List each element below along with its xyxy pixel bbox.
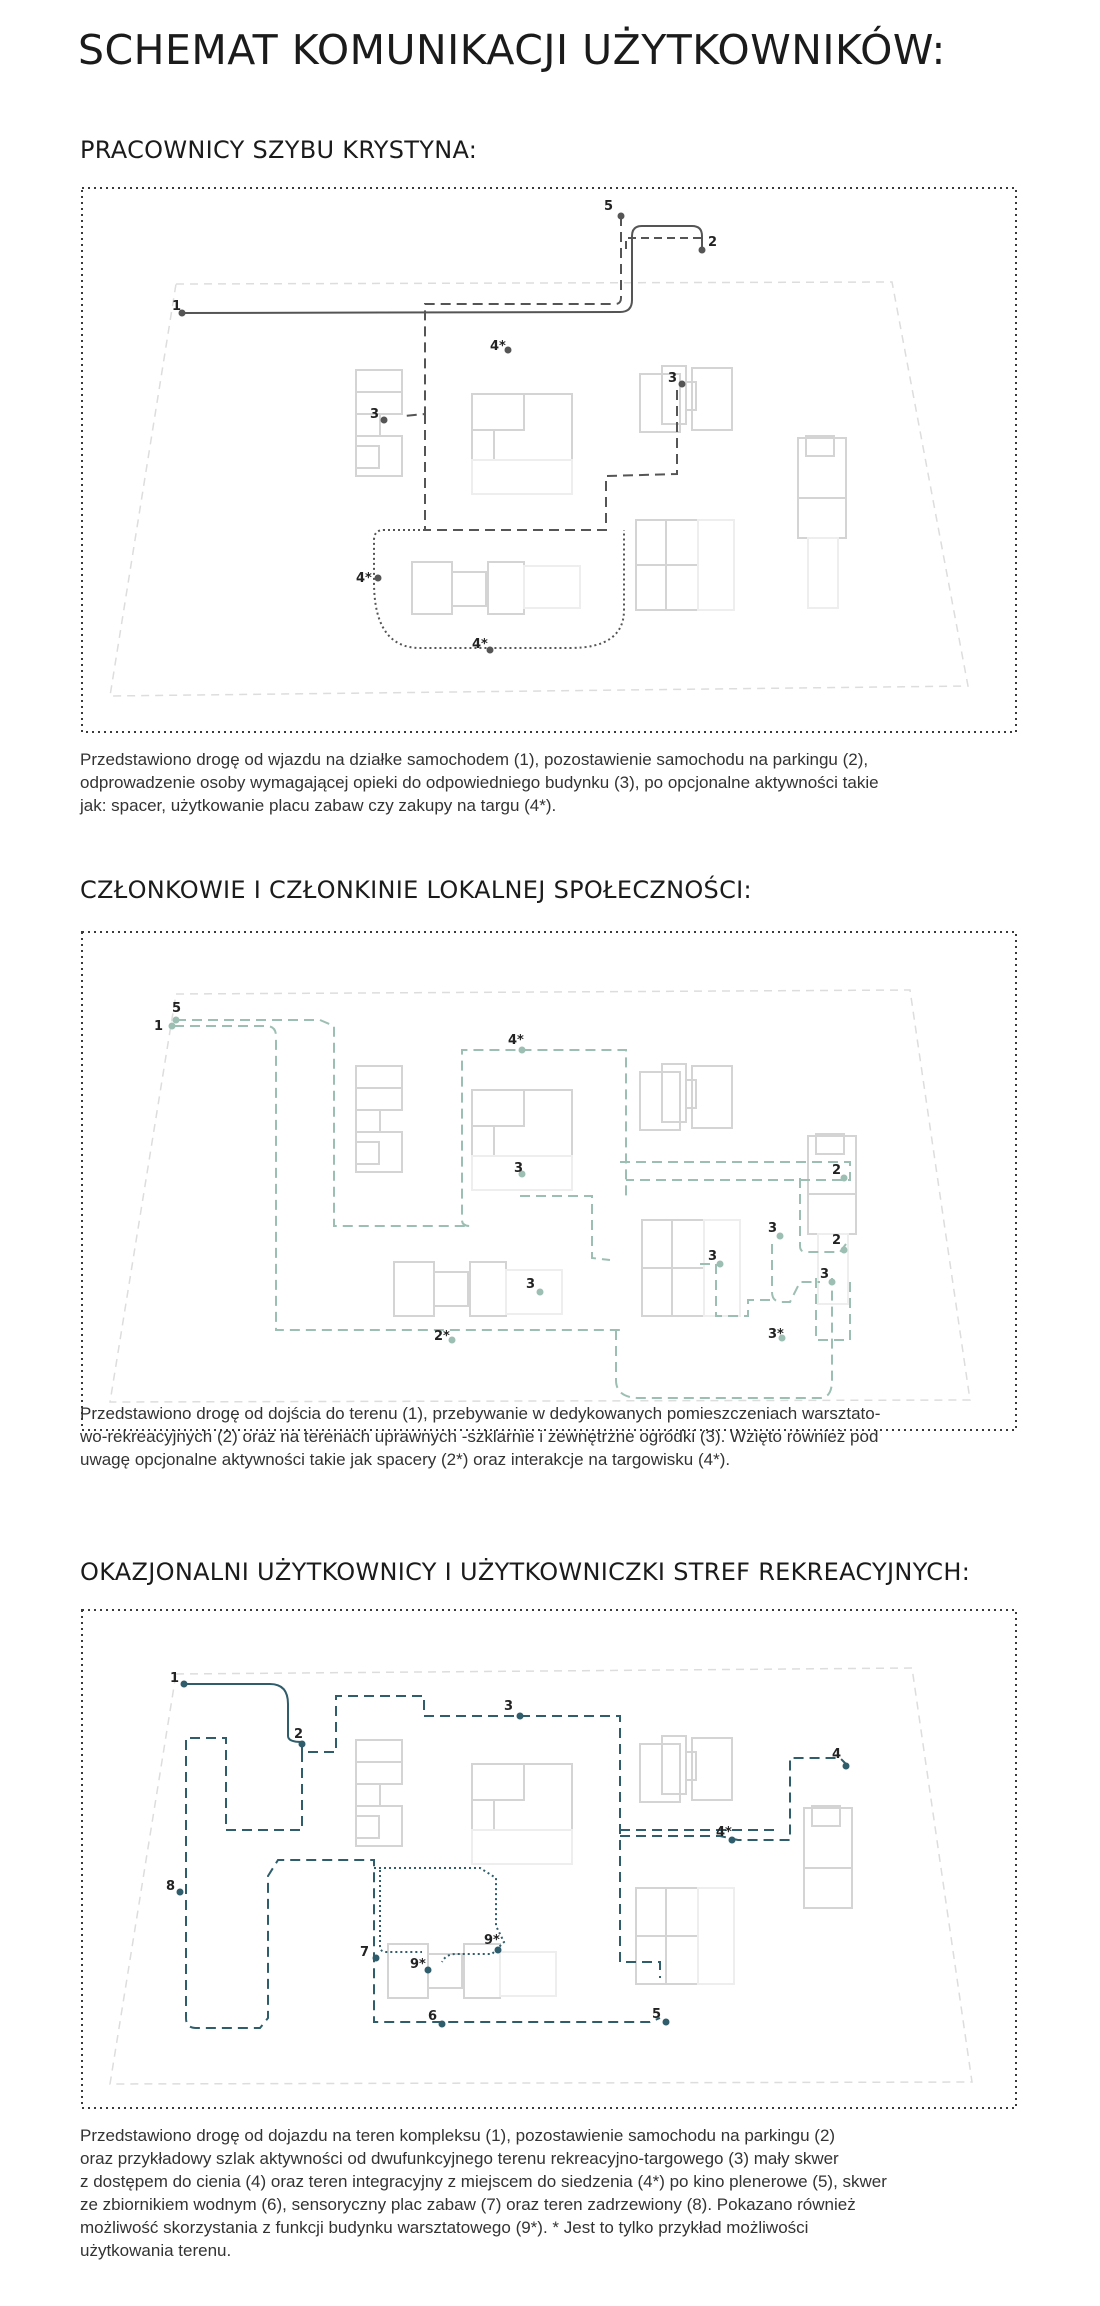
point-label-3a: 3 bbox=[514, 1161, 524, 1176]
point-label-2: 2 bbox=[294, 1727, 304, 1742]
routes-community bbox=[174, 1020, 850, 1398]
routes-workers bbox=[182, 216, 702, 648]
point-label-4: 4 bbox=[832, 1747, 842, 1762]
route-point bbox=[173, 1017, 180, 1024]
point-label-7: 7 bbox=[360, 1945, 370, 1960]
point-label-9star-b: 9* bbox=[484, 1933, 500, 1948]
point-label-4star: 4* bbox=[716, 1825, 732, 1840]
buildings bbox=[356, 366, 846, 614]
route-solid bbox=[184, 1684, 302, 1742]
point-label-3b: 3 bbox=[526, 1277, 536, 1292]
route-point bbox=[843, 1763, 850, 1770]
route-dashed-a bbox=[404, 216, 621, 416]
point-label-1: 1 bbox=[172, 299, 182, 314]
point-label-4: 4* bbox=[508, 1033, 524, 1048]
route-point bbox=[177, 1889, 184, 1896]
point-label-3b: 3 bbox=[668, 371, 678, 386]
route-point bbox=[699, 247, 706, 254]
route-point bbox=[841, 1175, 848, 1182]
point-label-3star: 3* bbox=[768, 1327, 784, 1342]
point-label-3c: 3 bbox=[768, 1221, 778, 1236]
point-label-6: 6 bbox=[428, 2009, 438, 2024]
point-label-2star: 2* bbox=[434, 1329, 450, 1344]
point-label-4b: 4* bbox=[356, 571, 372, 586]
point-label-3e: 3 bbox=[820, 1267, 830, 1282]
description-community: Przedstawiono drogę od dojścia do terenu (1), przebywanie w dedykowanych pomieszczeniach warsztato- wo-rekreacyjnych (2) oraz na terenach uprawnych -szklarnie i zewnętrzne ogródki (3). Wzięto również pod uwagę opcjonalne aktywności takie jak spacery (2*) oraz interakcje na targowisku (4*). bbox=[80, 1404, 881, 1469]
route-point bbox=[375, 575, 382, 582]
route-points-workers bbox=[179, 213, 706, 654]
point-label-2: 2 bbox=[708, 235, 718, 250]
route-solid bbox=[182, 226, 702, 313]
route-point bbox=[663, 2019, 670, 2026]
site-boundary bbox=[110, 1668, 972, 2084]
route-point bbox=[679, 381, 686, 388]
diagram-frame bbox=[82, 932, 1016, 1430]
route-point bbox=[829, 1279, 836, 1286]
route-point bbox=[717, 1261, 724, 1268]
point-label-5: 5 bbox=[652, 2007, 662, 2022]
point-label-4c: 4* bbox=[472, 637, 488, 652]
page-title: SCHEMAT KOMUNIKACJI UŻYTKOWNIKÓW: bbox=[78, 26, 946, 74]
route-point bbox=[381, 417, 388, 424]
point-label-5: 5 bbox=[172, 1001, 182, 1016]
point-label-5: 5 bbox=[604, 199, 614, 214]
route-dashed-c bbox=[626, 238, 702, 249]
routes-recreation bbox=[184, 1684, 846, 2028]
description-recreation: Przedstawiono drogę od dojazdu na teren kompleksu (1), pozostawienie samochodu na parkingu (2) oraz przykładowy szlak aktywności od dwufunkcyjnego terenu rekreacyjno-targowego (3) mały skwer z dostępem do cienia (4) oraz teren integracyjny z miejscem do siedzenia (4*) po kino plenerowe (5), skwer ze zbiornikiem wodnym (6), sensoryczny plac zabaw (7) oraz teren zadrzewiony (8). Pokazano również możliwość skorzystania z funkcji budynku warsztatowego (9*). * Jest to tylko przykład możliwości użytkowania terenu. bbox=[80, 2126, 887, 2260]
point-label-4a: 4* bbox=[490, 339, 506, 354]
section-title-recreation: OKAZJONALNI UŻYTKOWNICY I UŻYTKOWNICZKI STREF REKREACYJNYCH: bbox=[80, 1558, 971, 1586]
route-point bbox=[181, 1681, 188, 1688]
route-point bbox=[517, 1713, 524, 1720]
route-point bbox=[537, 1289, 544, 1296]
section-title-workers: PRACOWNICY SZYBU KRYSTYNA: bbox=[80, 136, 478, 164]
route-points-recreation bbox=[177, 1681, 850, 2028]
route-point bbox=[618, 213, 625, 220]
description-workers: Przedstawiono drogę od wjazdu na działke samochodem (1), pozostawienie samochodu na parkingu (2), odprowadzenie osoby wymagającej opieki do odpowiedniego budynku (3), po opcjonalne aktywności takie jak: spacer, użytkowanie placu zabaw czy zakupy na targu (4*). bbox=[80, 750, 879, 815]
diagram-recreation bbox=[80, 1608, 1018, 2110]
point-label-8: 8 bbox=[166, 1879, 176, 1894]
site-boundary bbox=[110, 282, 968, 696]
route-point bbox=[841, 1247, 848, 1254]
point-label-9star-a: 9* bbox=[410, 1957, 426, 1972]
point-label-1: 1 bbox=[170, 1671, 180, 1686]
route-point bbox=[439, 2021, 446, 2028]
section-title-community: CZŁONKOWIE I CZŁONKINIE LOKALNEJ SPOŁECZNOŚCI: bbox=[80, 876, 752, 904]
point-label-3a: 3 bbox=[370, 407, 380, 422]
route-point bbox=[373, 1955, 380, 1962]
point-label-2b: 2 bbox=[832, 1233, 842, 1248]
route-point bbox=[169, 1023, 176, 1030]
point-label-2a: 2 bbox=[832, 1163, 842, 1178]
route-point bbox=[777, 1233, 784, 1240]
point-label-3d: 3 bbox=[708, 1249, 718, 1264]
buildings bbox=[356, 1064, 856, 1316]
diagram-workers bbox=[80, 186, 1018, 734]
point-label-1: 1 bbox=[154, 1019, 164, 1034]
point-label-3: 3 bbox=[504, 1699, 514, 1714]
diagram-community bbox=[80, 930, 1018, 1432]
